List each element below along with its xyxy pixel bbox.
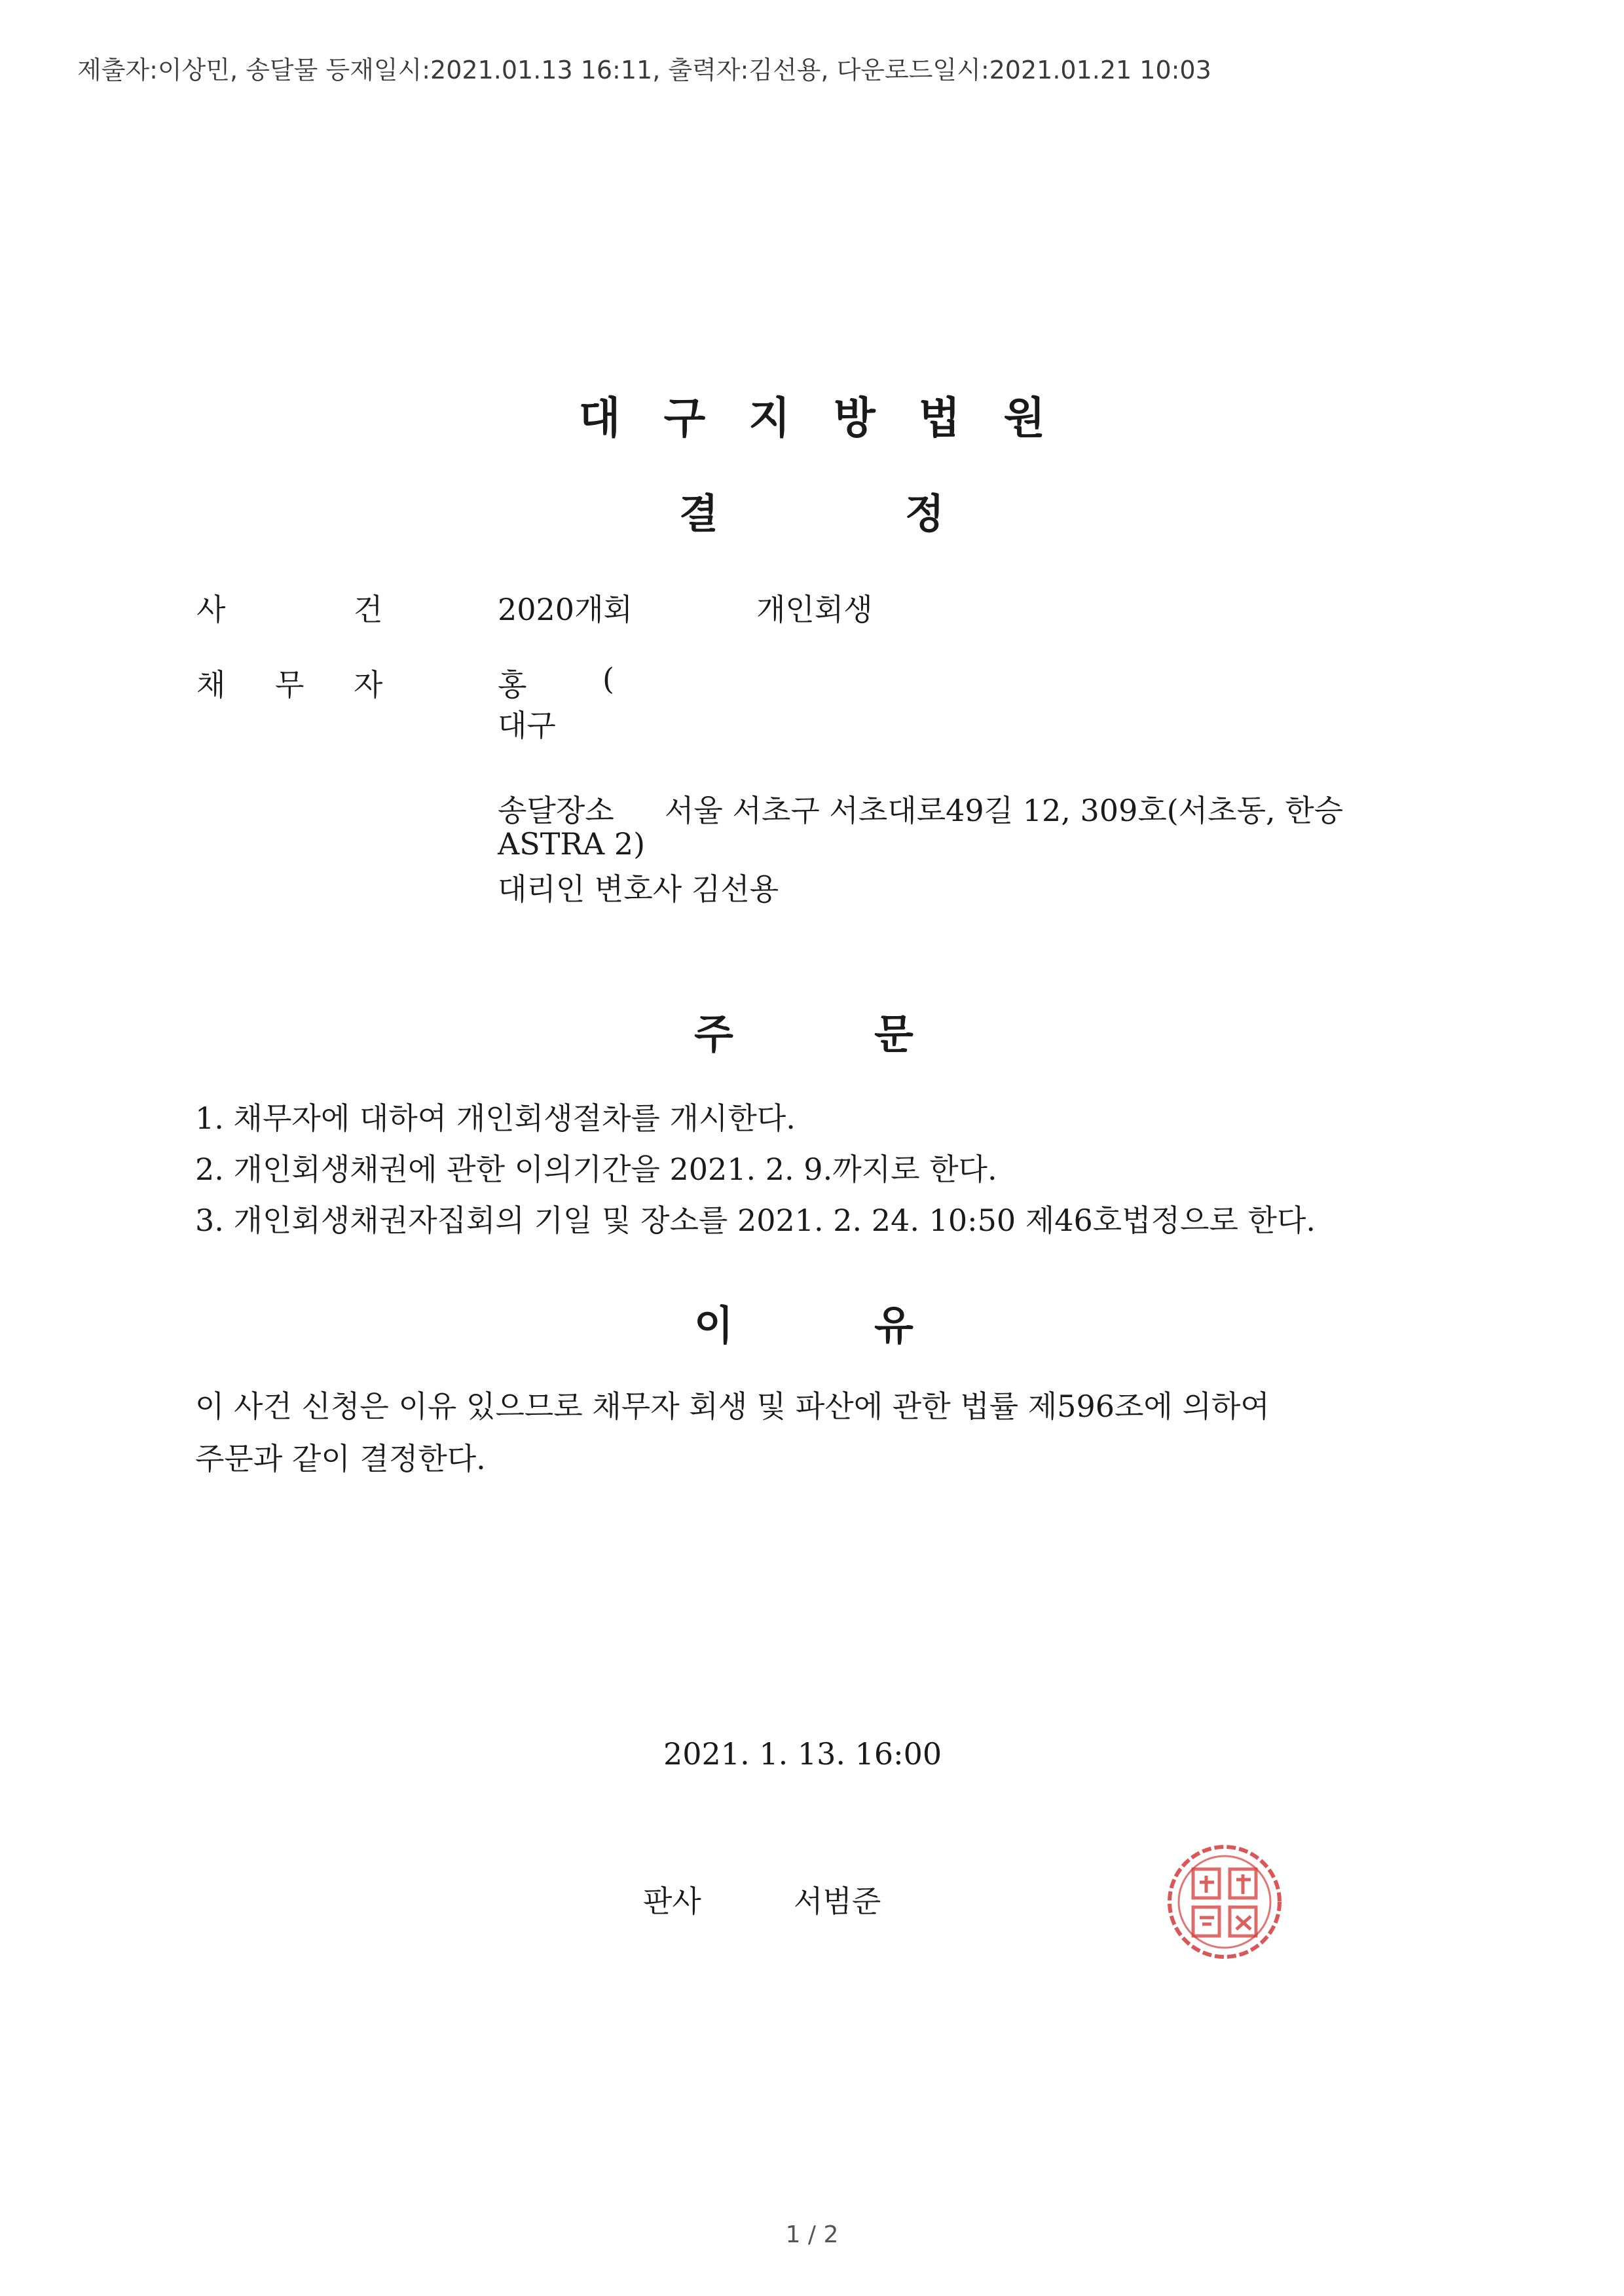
debtor-paren: ( [602,661,614,697]
case-number: 2020개회 [498,592,633,627]
submission-info: 제출자:이상민, 송달물 등재일시:2021.01.13 16:11, 출력자:김선용, 다운로드일시:2021.01.21 10:03 [77,56,1211,84]
decision-date: 2021. 1. 13. 16:00 [663,1736,942,1772]
order-heading-char: 문 [874,1010,913,1058]
court-title-char: 지 [748,393,790,443]
service-label: 송달장소 [498,793,614,828]
court-title-char: 방 [834,393,876,443]
debtor-label-char: 자 [354,667,383,702]
doc-type-char-1: 결 [679,490,718,538]
agent-name: 대리인 변호사 김선용 [498,871,779,907]
service-address-line2: ASTRA 2) [498,826,646,862]
case-label-char: 건 [354,592,383,627]
case-label-char: 사 [196,592,226,627]
court-title-char: 구 [663,393,706,443]
order-item: 3. 개인회생채권자집회의 기일 및 장소를 2021. 2. 24. 10:50 제46호법정으로 한다. [195,1203,1316,1238]
service-address-line1: 서울 서초구 서초대로49길 12, 309호(서초동, 한승 [665,793,1344,828]
court-title-char: 대 [578,393,621,443]
judge-seal [1166,1843,1283,1961]
court-title-char: 원 [1003,393,1046,443]
case-name: 개인회생 [756,592,873,627]
order-item: 1. 채무자에 대하여 개인회생절차를 개시한다. [195,1101,796,1136]
reason-heading-char: 이 [694,1302,733,1349]
reason-line: 이 사건 신청은 이유 있으므로 채무자 회생 및 파산에 관한 법률 제596조에 의하여 [195,1389,1270,1424]
order-heading-char: 주 [694,1010,733,1058]
debtor-address: 대구 [498,708,556,743]
debtor-label-char: 무 [275,667,304,702]
judge-name: 서범준 [794,1884,881,1919]
doc-type-char-2: 정 [905,490,944,538]
court-title-char: 법 [918,393,961,443]
judge-title: 판사 [643,1884,701,1919]
debtor-label-char: 채 [196,667,226,702]
page-number: 1 / 2 [785,2221,839,2248]
reason-line: 주문과 같이 결정한다. [195,1441,486,1476]
court-title [0,383,1624,445]
debtor-name: 홍 [498,667,527,702]
order-item: 2. 개인회생채권에 관한 이의기간을 2021. 2. 9.까지로 한다. [195,1152,997,1187]
reason-heading-char: 유 [874,1302,913,1349]
